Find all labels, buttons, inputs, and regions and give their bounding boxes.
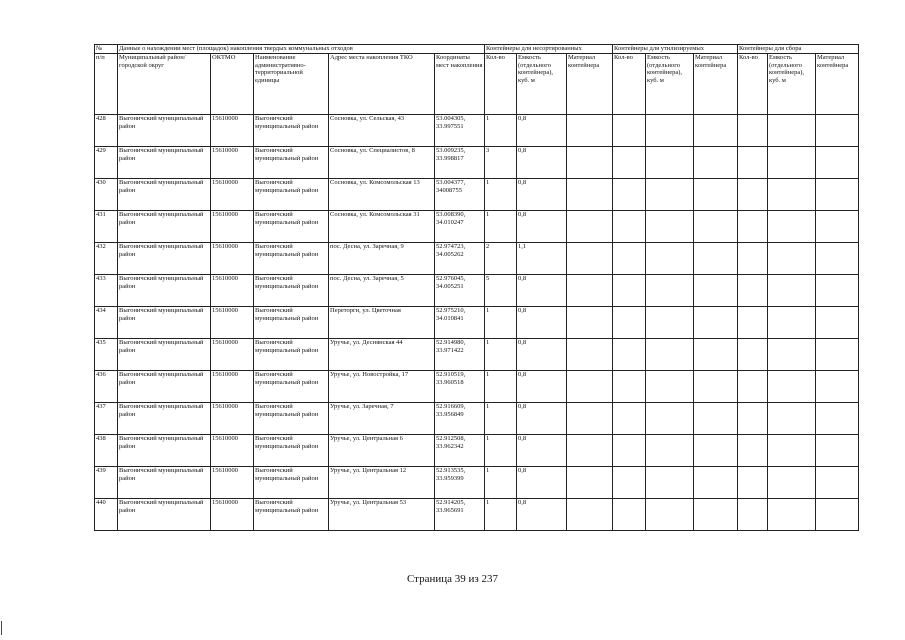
empty-cell <box>816 179 859 211</box>
oktmo-cell: 15610000 <box>211 243 254 275</box>
coords-cell: 52.974723, 34.005262 <box>435 243 485 275</box>
admin-unit-cell: Выгоничский муниципальный район <box>254 403 329 435</box>
qty-cell: 1 <box>485 179 517 211</box>
row-number: 430 <box>95 179 118 211</box>
header-qty-collect: Кол-во <box>738 54 768 115</box>
capacity-cell: 0,8 <box>517 179 567 211</box>
header-address: Адрес места накопления ТКО <box>329 54 435 115</box>
empty-cell <box>816 435 859 467</box>
qty-cell: 1 <box>485 467 517 499</box>
table-row <box>95 467 859 499</box>
oktmo-cell: 15610000 <box>211 371 254 403</box>
empty-cell <box>567 115 613 147</box>
coords-cell: 53.004305, 33.997551 <box>435 115 485 147</box>
district-cell: Выгоничский муниципальный район <box>118 307 211 339</box>
admin-unit-cell: Выгоничский муниципальный район <box>254 275 329 307</box>
header-num-sub: п/п <box>95 54 118 115</box>
admin-unit-cell: Выгоничский муниципальный район <box>254 499 329 531</box>
address-cell: Сосновка, ул. Комсомольская 13 <box>329 179 435 211</box>
address-cell: Уручье, ул. Центральная 53 <box>329 499 435 531</box>
capacity-cell: 1,1 <box>517 243 567 275</box>
oktmo-cell: 15610000 <box>211 275 254 307</box>
row-number: 431 <box>95 211 118 243</box>
header-group-recycle: Контейнеры для утилизируемых <box>613 45 738 54</box>
table-row <box>95 339 859 371</box>
district-cell: Выгоничский муниципальный район <box>118 211 211 243</box>
table-row <box>95 307 859 339</box>
oktmo-cell: 15610000 <box>211 211 254 243</box>
empty-cell <box>738 435 768 467</box>
row-number: 437 <box>95 403 118 435</box>
empty-cell <box>768 147 816 179</box>
empty-cell <box>738 243 768 275</box>
empty-cell <box>816 467 859 499</box>
empty-cell <box>567 339 613 371</box>
district-cell: Выгоничский муниципальный район <box>118 467 211 499</box>
header-group-row <box>95 45 859 54</box>
row-number: 433 <box>95 275 118 307</box>
empty-cell <box>694 435 738 467</box>
district-cell: Выгоничский муниципальный район <box>118 499 211 531</box>
table-row <box>95 211 859 243</box>
coords-cell: 53.004377, 34008755 <box>435 179 485 211</box>
empty-cell <box>646 275 694 307</box>
empty-cell <box>768 339 816 371</box>
address-cell: Переторги, ул. Цветочная <box>329 307 435 339</box>
row-number: 435 <box>95 339 118 371</box>
table-row <box>95 179 859 211</box>
empty-cell <box>816 339 859 371</box>
empty-cell <box>567 499 613 531</box>
table-row <box>95 403 859 435</box>
capacity-cell: 0,8 <box>517 115 567 147</box>
capacity-cell: 0,8 <box>517 499 567 531</box>
coords-cell: 52.910519, 33.960518 <box>435 371 485 403</box>
capacity-cell: 0,8 <box>517 275 567 307</box>
row-number: 439 <box>95 467 118 499</box>
empty-cell <box>816 403 859 435</box>
empty-cell <box>694 467 738 499</box>
address-cell: Уручье, ул. Центральная 12 <box>329 467 435 499</box>
header-capacity-unsorted: Емкость (отдельного контейнера), куб. м <box>517 54 567 115</box>
district-cell: Выгоничский муниципальный район <box>118 179 211 211</box>
empty-cell <box>694 307 738 339</box>
empty-cell <box>567 243 613 275</box>
empty-cell <box>816 211 859 243</box>
capacity-cell: 0,8 <box>517 435 567 467</box>
district-cell: Выгоничский муниципальный район <box>118 435 211 467</box>
empty-cell <box>567 211 613 243</box>
row-number: 428 <box>95 115 118 147</box>
capacity-cell: 0,8 <box>517 211 567 243</box>
oktmo-cell: 15610000 <box>211 147 254 179</box>
address-cell: Уручье, ул. Центральная 6 <box>329 435 435 467</box>
empty-cell <box>646 339 694 371</box>
empty-cell <box>738 211 768 243</box>
empty-cell <box>646 147 694 179</box>
empty-cell <box>738 179 768 211</box>
empty-cell <box>567 147 613 179</box>
address-cell: Сосновка, ул. Специалистов, 8 <box>329 147 435 179</box>
capacity-cell: 0,8 <box>517 339 567 371</box>
empty-cell <box>646 115 694 147</box>
qty-cell: 5 <box>485 275 517 307</box>
capacity-cell: 0,8 <box>517 371 567 403</box>
empty-cell <box>816 371 859 403</box>
oktmo-cell: 15610000 <box>211 467 254 499</box>
oktmo-cell: 15610000 <box>211 403 254 435</box>
row-number: 436 <box>95 371 118 403</box>
header-capacity-collect: Емкость (отдельного контейнера), куб. м <box>768 54 816 115</box>
empty-cell <box>768 467 816 499</box>
empty-cell <box>646 307 694 339</box>
capacity-cell: 0,8 <box>517 403 567 435</box>
qty-cell: 1 <box>485 339 517 371</box>
district-cell: Выгоничский муниципальный район <box>118 147 211 179</box>
empty-cell <box>646 371 694 403</box>
empty-cell <box>738 403 768 435</box>
header-qty-unsorted: Кол-во <box>485 54 517 115</box>
page-number: Страница 39 из 237 <box>406 573 499 585</box>
empty-cell <box>567 307 613 339</box>
admin-unit-cell: Выгоничский муниципальный район <box>254 467 329 499</box>
empty-cell <box>768 115 816 147</box>
admin-unit-cell: Выгоничский муниципальный район <box>254 339 329 371</box>
empty-cell <box>768 435 816 467</box>
coords-cell: 52.914980, 33.971422 <box>435 339 485 371</box>
row-number: 434 <box>95 307 118 339</box>
empty-cell <box>738 147 768 179</box>
address-cell: пос. Десна, ул. Заречная, 5 <box>329 275 435 307</box>
header-group-location: Данные о нахождении мест (площадок) накопления твердых коммунальных отходов <box>118 45 485 54</box>
empty-cell <box>567 435 613 467</box>
header-capacity-recycle: Емкость (отдельного контейнера), куб. м <box>646 54 694 115</box>
address-cell: Уручье, ул. Новостройка, 17 <box>329 371 435 403</box>
qty-cell: 1 <box>485 371 517 403</box>
empty-cell <box>768 307 816 339</box>
empty-cell <box>613 371 646 403</box>
oktmo-cell: 15610000 <box>211 499 254 531</box>
table-row <box>95 243 859 275</box>
empty-cell <box>738 275 768 307</box>
address-cell: пос. Десна, ул. Заречная, 9 <box>329 243 435 275</box>
qty-cell: 1 <box>485 307 517 339</box>
district-cell: Выгоничский муниципальный район <box>118 275 211 307</box>
empty-cell <box>738 499 768 531</box>
header-material-unsorted: Материал контейнера <box>567 54 613 115</box>
empty-cell <box>646 435 694 467</box>
empty-cell <box>694 499 738 531</box>
district-cell: Выгоничский муниципальный район <box>118 243 211 275</box>
empty-cell <box>646 467 694 499</box>
header-admin-unit: Наименование административно-территориальной единицы <box>254 54 329 115</box>
header-num: № <box>95 45 118 54</box>
row-number: 429 <box>95 147 118 179</box>
qty-cell: 1 <box>485 435 517 467</box>
coords-cell: 52.912508, 33.962342 <box>435 435 485 467</box>
qty-cell: 2 <box>485 243 517 275</box>
header-columns-row <box>95 54 859 115</box>
empty-cell <box>646 403 694 435</box>
empty-cell <box>694 371 738 403</box>
admin-unit-cell: Выгоничский муниципальный район <box>254 307 329 339</box>
district-cell: Выгоничский муниципальный район <box>118 115 211 147</box>
qty-cell: 1 <box>485 211 517 243</box>
row-number: 432 <box>95 243 118 275</box>
empty-cell <box>646 211 694 243</box>
empty-cell <box>613 243 646 275</box>
row-number: 438 <box>95 435 118 467</box>
empty-cell <box>567 275 613 307</box>
oktmo-cell: 15610000 <box>211 179 254 211</box>
header-district: Муниципальный район/городской округ <box>118 54 211 115</box>
empty-cell <box>768 275 816 307</box>
capacity-cell: 0,8 <box>517 467 567 499</box>
empty-cell <box>738 115 768 147</box>
coords-cell: 52.975210, 34.010841 <box>435 307 485 339</box>
empty-cell <box>694 115 738 147</box>
qty-cell: 3 <box>485 147 517 179</box>
empty-cell <box>613 307 646 339</box>
empty-cell <box>816 115 859 147</box>
coords-cell: 52.916609, 33.956849 <box>435 403 485 435</box>
empty-cell <box>738 307 768 339</box>
empty-cell <box>738 467 768 499</box>
empty-cell <box>768 211 816 243</box>
district-cell: Выгоничский муниципальный район <box>118 339 211 371</box>
empty-cell <box>768 371 816 403</box>
oktmo-cell: 15610000 <box>211 115 254 147</box>
header-material-collect: Материал контейнера <box>816 54 859 115</box>
header-oktmo: ОКТМО <box>211 54 254 115</box>
empty-cell <box>816 275 859 307</box>
empty-cell <box>768 179 816 211</box>
district-cell: Выгоничский муниципальный район <box>118 371 211 403</box>
waste-sites-table <box>94 44 859 531</box>
empty-cell <box>613 275 646 307</box>
oktmo-cell: 15610000 <box>211 339 254 371</box>
empty-cell <box>738 339 768 371</box>
coords-cell: 52.913535, 33.959399 <box>435 467 485 499</box>
empty-cell <box>694 147 738 179</box>
empty-cell <box>646 179 694 211</box>
table-row <box>95 371 859 403</box>
table-row <box>95 275 859 307</box>
empty-cell <box>613 211 646 243</box>
empty-cell <box>816 307 859 339</box>
empty-cell <box>646 499 694 531</box>
empty-cell <box>613 115 646 147</box>
empty-cell <box>613 403 646 435</box>
empty-cell <box>613 179 646 211</box>
table-row <box>95 115 859 147</box>
admin-unit-cell: Выгоничский муниципальный район <box>254 147 329 179</box>
empty-cell <box>768 243 816 275</box>
empty-cell <box>613 147 646 179</box>
table-row <box>95 499 859 531</box>
empty-cell <box>567 467 613 499</box>
district-cell: Выгоничский муниципальный район <box>118 403 211 435</box>
table-row <box>95 147 859 179</box>
oktmo-cell: 15610000 <box>211 307 254 339</box>
empty-cell <box>694 243 738 275</box>
header-group-unsorted: Контейнеры для несортированных <box>485 45 613 54</box>
admin-unit-cell: Выгоничский муниципальный район <box>254 435 329 467</box>
header-material-recycle: Материал контейнера <box>694 54 738 115</box>
empty-cell <box>816 147 859 179</box>
empty-cell <box>646 243 694 275</box>
table-row <box>95 435 859 467</box>
header-qty-recycle: Кол-во <box>613 54 646 115</box>
address-cell: Сосновка, ул. Комсомольская 31 <box>329 211 435 243</box>
empty-cell <box>613 339 646 371</box>
empty-cell <box>768 499 816 531</box>
address-cell: Сосновка, ул. Сельская, 43 <box>329 115 435 147</box>
coords-cell: 52.914205, 33.965691 <box>435 499 485 531</box>
coords-cell: 53.009235, 33.998817 <box>435 147 485 179</box>
qty-cell: 1 <box>485 499 517 531</box>
admin-unit-cell: Выгоничский муниципальный район <box>254 211 329 243</box>
empty-cell <box>694 403 738 435</box>
header-group-collect: Контейнеры для сбора <box>738 45 859 54</box>
oktmo-cell: 15610000 <box>211 435 254 467</box>
coords-cell: 52.976045, 34.005251 <box>435 275 485 307</box>
empty-cell <box>694 211 738 243</box>
admin-unit-cell: Выгоничский муниципальный район <box>254 371 329 403</box>
header-coords: Координаты мест накопления <box>435 54 485 115</box>
address-cell: Уручье, ул. Деснянская 44 <box>329 339 435 371</box>
empty-cell <box>738 371 768 403</box>
empty-cell <box>816 243 859 275</box>
qty-cell: 1 <box>485 115 517 147</box>
capacity-cell: 0,8 <box>517 147 567 179</box>
empty-cell <box>567 371 613 403</box>
coords-cell: 53.008390, 34.010247 <box>435 211 485 243</box>
capacity-cell: 0,8 <box>517 307 567 339</box>
empty-cell <box>816 499 859 531</box>
empty-cell <box>613 435 646 467</box>
address-cell: Уручье, ул. Заречная, 7 <box>329 403 435 435</box>
empty-cell <box>613 467 646 499</box>
empty-cell <box>567 403 613 435</box>
empty-cell <box>694 275 738 307</box>
admin-unit-cell: Выгоничский муниципальный район <box>254 243 329 275</box>
scan-edge-mark <box>1 621 2 635</box>
empty-cell <box>567 179 613 211</box>
admin-unit-cell: Выгоничский муниципальный район <box>254 179 329 211</box>
empty-cell <box>768 403 816 435</box>
empty-cell <box>694 179 738 211</box>
admin-unit-cell: Выгоничский муниципальный район <box>254 115 329 147</box>
row-number: 440 <box>95 499 118 531</box>
empty-cell <box>613 499 646 531</box>
qty-cell: 1 <box>485 403 517 435</box>
empty-cell <box>694 339 738 371</box>
